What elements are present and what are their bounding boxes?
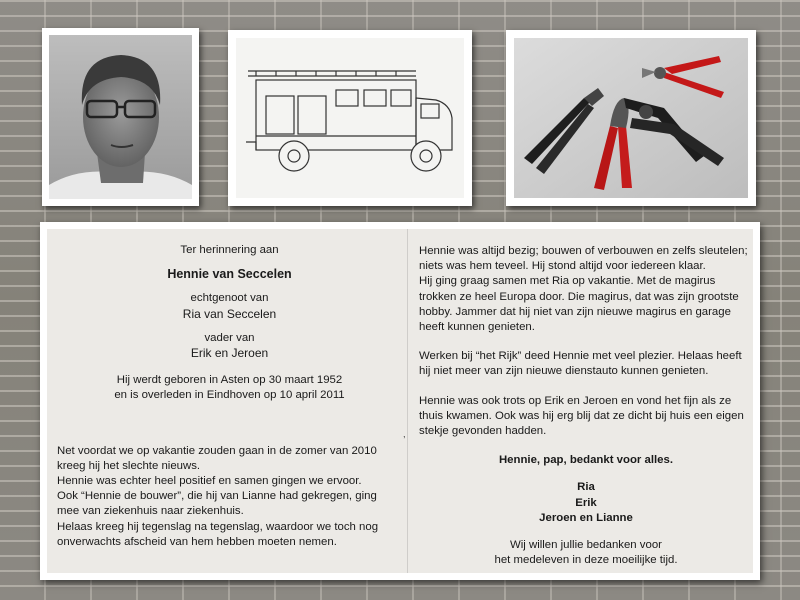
fold-mark: ,: [403, 429, 406, 439]
text-line: heeft kunnen genieten.: [419, 321, 535, 334]
text-line: niets was hem teveel. Hij stond altijd voor iedereen klaar.: [419, 260, 706, 273]
remembrance-text: Ter herinnering aan: [180, 244, 279, 256]
hobbies-paragraph: [419, 244, 753, 335]
spouse-name: Ria van Seccelen: [182, 306, 277, 321]
card-left-page: [57, 229, 402, 550]
story-paragraph: [57, 444, 402, 550]
story-line: Hennie was echter heel positief en samen gingen we ervoor.: [57, 475, 362, 488]
story-line: onverwachts afscheid van hem hebben moeten nemen.: [57, 535, 337, 548]
remembrance-heading: [57, 243, 402, 258]
text-line: stekje gevonden hadden.: [419, 425, 547, 438]
thanks-line: Hennie, pap, bedankt voor alles.: [498, 454, 674, 467]
text-line: Hennie was ook trots op Erik en Jeroen en vond het fijn als ze: [419, 394, 732, 407]
text-line: trokken ze heel Europa door. Die magirus, dat was zijn grootste: [419, 290, 739, 303]
birth-line: Hij werdt geboren in Asten op 30 maart 1952: [116, 374, 343, 387]
portrait-photo: [42, 28, 199, 206]
fire-truck-image: [236, 38, 464, 198]
story-line: mee van ziekenhuis naar ziekenhuis.: [57, 505, 244, 518]
tools-photo: [506, 30, 756, 206]
work-paragraph: [419, 349, 753, 379]
text-line: hij niet meer van zijn nieuwe dienstauto kunnen genieten.: [419, 365, 709, 378]
spouse-label: echtgenoot van: [190, 292, 269, 305]
children-names: Erik en Jeroen: [190, 346, 269, 361]
text-line: Werken bij “het Rijk” deed Hennie met veel plezier. Helaas heeft: [419, 350, 742, 363]
signature-name: Jeroen en Lianne: [539, 511, 633, 524]
signature-name: Erik: [575, 496, 597, 509]
father-label: vader van: [204, 331, 255, 344]
memorial-card: [40, 222, 760, 580]
text-line: thuis kwamen. Ook was hij erg blij dat ze dicht bij huis een eigen: [419, 409, 744, 422]
story-line: Net voordat we op vakantie zouden gaan in de zomer van 2010: [57, 444, 377, 457]
deceased-name: Hennie van Seccelen: [167, 267, 292, 282]
family-paragraph: [419, 394, 753, 440]
pliers-image: [514, 38, 748, 198]
signatures: [419, 480, 753, 526]
card-right-page: [419, 229, 753, 568]
closing-line: Wij willen jullie bedanken voor: [510, 539, 662, 552]
story-line: Helaas kreeg hij tegenslag na tegenslag, waardoor we toch nog: [57, 520, 379, 533]
text-line: Hij ging graag samen met Ria op vakantie. Met de magirus: [419, 275, 716, 288]
text-line: Hennie was altijd bezig; bouwen of verbouwen en zelfs sleutelen;: [419, 245, 748, 257]
card-fold-line: [407, 229, 408, 573]
text-line: hobby. Jammer dat hij niet van zijn nieuwe magirus en garage: [419, 305, 731, 318]
story-line: Ook “Hennie de bouwer”, die hij van Lianne had gekregen, ging: [57, 490, 377, 503]
death-line: en is overleden in Eindhoven op 10 april 2011: [114, 389, 345, 402]
portrait-image: [49, 35, 192, 199]
story-line: kreeg hij het slechte nieuws.: [57, 459, 201, 472]
signature-name: Ria: [577, 481, 595, 494]
truck-drawing: [228, 30, 472, 206]
closing-line: het medeleven in deze moeilijke tijd.: [494, 554, 678, 567]
card-paper: [47, 229, 753, 573]
closing-lines: [419, 538, 753, 568]
